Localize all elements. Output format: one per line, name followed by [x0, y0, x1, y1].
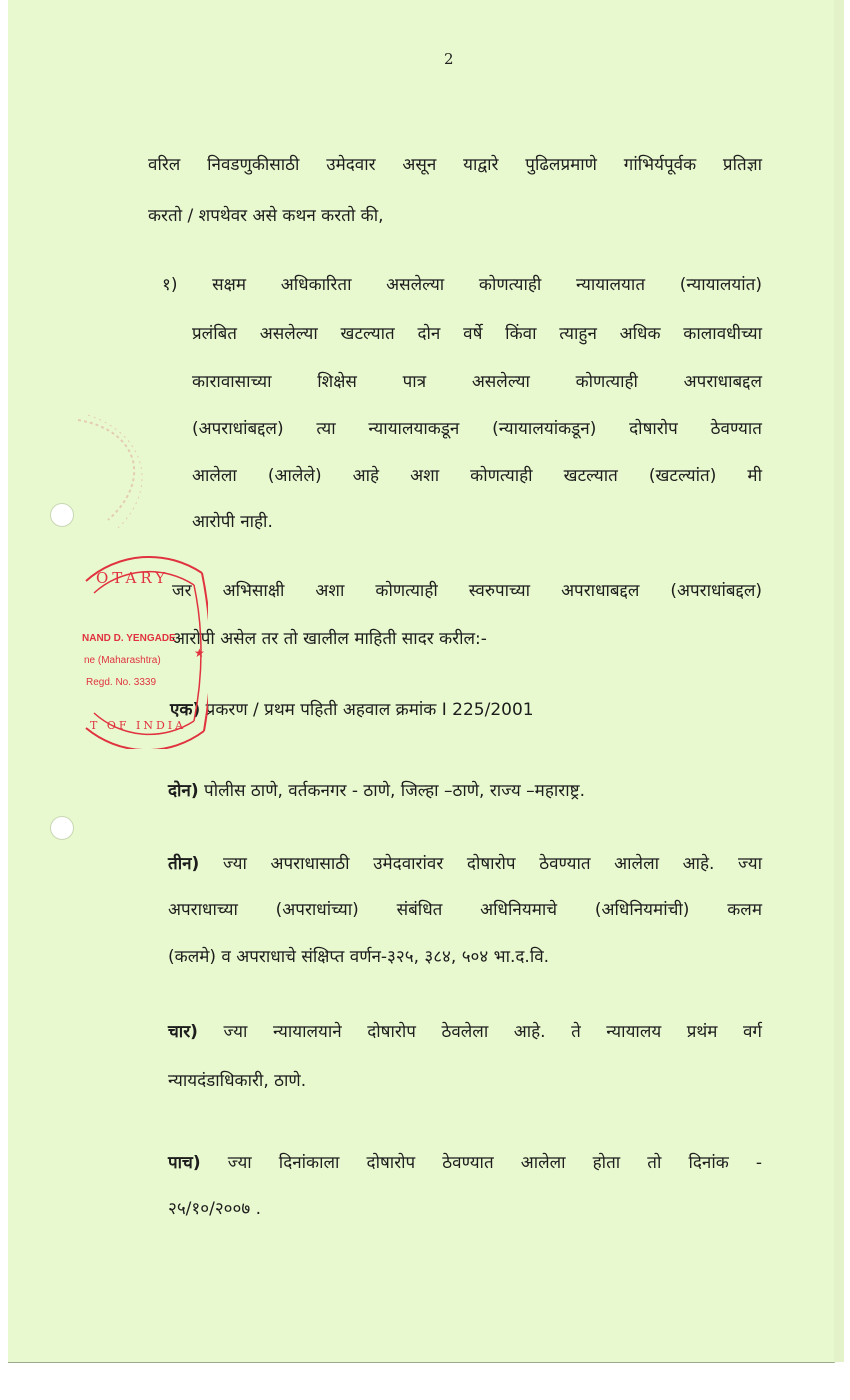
page-number: 2	[444, 50, 454, 68]
item-1	[170, 697, 534, 720]
clause1-line-1: १) सक्षम अधिकारिता असलेल्या कोणत्याही न्यायालयात (न्यायालयांत)	[162, 275, 762, 295]
item-3-label: तीन)	[168, 854, 200, 874]
item-5-line-1	[168, 1150, 762, 1173]
stamp-place: ne (Maharashtra)	[84, 655, 161, 666]
item-4-text-1: ज्या न्यायालयाने दोषारोप ठेवलेला आहे. ते न्यायालय प्रथंम वर्ग	[223, 1022, 762, 1042]
clause1-line-6: आरोपी नाही.	[192, 512, 273, 532]
item-5-line-2: २५/१०/२००७ .	[168, 1199, 261, 1219]
clause1-line-4: (अपराधांबद्दल) त्या न्यायालयाकडून (न्यायालयांकडून) दोषारोप ठेवण्यात	[192, 419, 762, 439]
punch-hole-bottom	[50, 816, 74, 840]
stamp-name: NAND D. YENGADE	[82, 633, 176, 644]
stamp-reg: Regd. No. 3339	[86, 677, 157, 688]
clause2-line-2: आरोपी असेल तर तो खालील माहिती सादर करील:-	[172, 629, 487, 649]
item-2-text: पोलीस ठाणे, वर्तकनगर - ठाणे, जिल्हा –ठाणे, राज्य –महाराष्ट्र.	[204, 781, 585, 801]
item-2	[168, 778, 585, 801]
item-3-line-2: अपराधाच्या (अपराधांच्या) संबंधित अधिनियमाचे (अधिनियमांची) कलम	[168, 900, 762, 920]
item-4-label: चार)	[168, 1022, 198, 1042]
stamp-top-text: OTARY	[96, 569, 170, 587]
item-1-label: एक)	[170, 700, 201, 720]
clause1-line-5: आलेला (आलेले) आहे अशा कोणत्याही खटल्यात (खटल्यांत) मी	[192, 466, 762, 486]
stamp-bottom-text: T OF INDIA	[90, 719, 187, 732]
clause2-line-1: जर अभिसाक्षी अशा कोणत्याही स्वरुपाच्या अपराधाबद्दल (अपराधांबद्दल)	[172, 581, 762, 601]
item-1-text: प्रकरण / प्रथम पहिती अहवाल क्रमांक I 225/2001	[205, 700, 534, 720]
item-4-line-1	[168, 1019, 762, 1042]
item-2-label: दोन)	[168, 781, 199, 801]
notary-stamp	[82, 553, 208, 749]
clause1-line-3: कारावासाच्या शिक्षेस पात्र असलेल्या कोणत्याही अपराधाबद्दल	[192, 372, 762, 392]
item-3-line-1	[168, 851, 762, 874]
intro-line-1: वरिल निवडणुकीसाठी उमेदवार असून याद्वारे पुढिलप्रमाणे गांभिर्यपूर्वक प्रतिज्ञा	[148, 155, 762, 175]
item-3-text-1: ज्या अपराधासाठी उमेदवारांवर दोषारोप ठेवण्यात आलेला आहे. ज्या	[222, 854, 763, 874]
clause1-line-2: प्रलंबित असलेल्या खटल्यात दोन वर्षे किंवा त्याहुन अधिक कालावधीच्या	[192, 324, 762, 344]
item-5-text-1: ज्या दिनांकाला दोषारोप ठेवण्यात आलेला होता तो दिनांक -	[227, 1153, 762, 1173]
document-page	[8, 0, 835, 1363]
faint-stamp-mark	[68, 410, 158, 530]
intro-line-2: करतो / शपथेवर असे कथन करतो की,	[148, 206, 384, 226]
stamp-star-icon: ★	[194, 646, 205, 660]
item-3-line-3: (कलमे) व अपराधाचे संक्षिप्त वर्णन-३२५, ३८४, ५०४ भा.द.वि.	[168, 947, 550, 967]
item-5-label: पाच)	[168, 1153, 201, 1173]
item-4-line-2: न्यायदंडाधिकारी, ठाणे.	[168, 1071, 307, 1091]
